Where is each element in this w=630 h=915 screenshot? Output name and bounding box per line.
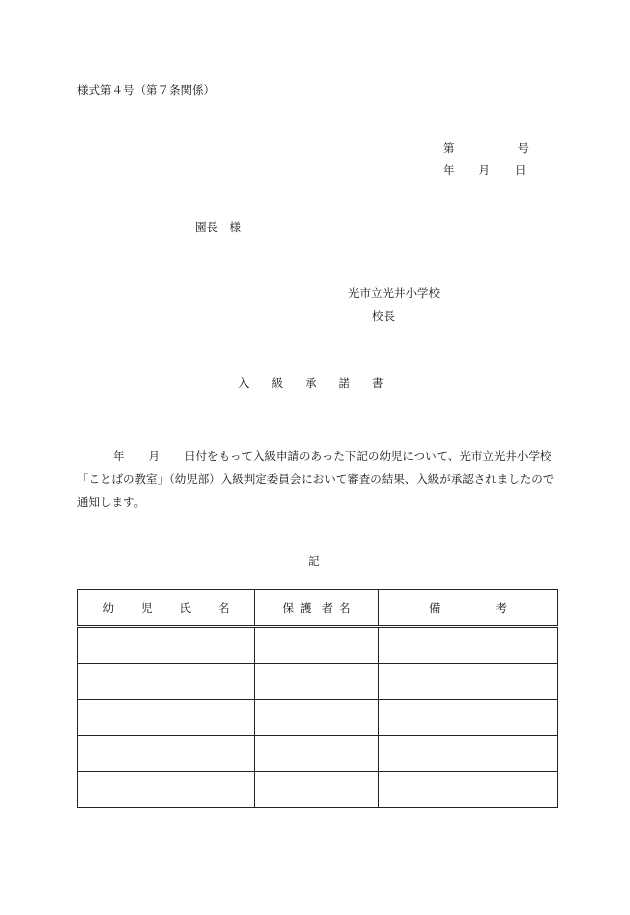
date-day: 日 bbox=[515, 163, 527, 177]
table-row bbox=[78, 664, 558, 700]
remarks-cell bbox=[379, 664, 558, 700]
header-guardian-name: 保 護 者 名 bbox=[255, 590, 379, 627]
header-remarks: 備 考 bbox=[379, 590, 558, 627]
guardian-name-cell bbox=[255, 772, 379, 808]
remarks-cell bbox=[379, 700, 558, 736]
table-row bbox=[78, 700, 558, 736]
document-title bbox=[238, 378, 406, 390]
doc-number-prefix: 第 bbox=[443, 141, 455, 155]
date-year: 年 bbox=[443, 163, 455, 177]
doc-number-suffix: 号 bbox=[517, 141, 529, 155]
body-year: 年 bbox=[113, 449, 125, 463]
sender-school: 光市立光井小学校 bbox=[348, 286, 440, 300]
date-month: 月 bbox=[478, 163, 490, 177]
child-name-cell bbox=[78, 627, 255, 664]
guardian-name-cell bbox=[255, 627, 379, 664]
document-number bbox=[443, 143, 529, 155]
table-row bbox=[78, 627, 558, 664]
table-row bbox=[78, 772, 558, 808]
sender-title: 校長 bbox=[372, 309, 395, 323]
title-char: 級 bbox=[271, 376, 283, 390]
guardian-name-cell bbox=[255, 700, 379, 736]
table-header-row bbox=[78, 590, 558, 627]
body-paragraph bbox=[77, 445, 555, 514]
children-table bbox=[77, 589, 558, 808]
title-char: 承 bbox=[305, 376, 317, 390]
table-row bbox=[78, 736, 558, 772]
date-line bbox=[443, 165, 527, 177]
recipient: 園長 様 bbox=[195, 220, 241, 234]
remarks-cell bbox=[379, 772, 558, 808]
child-name-cell bbox=[78, 664, 255, 700]
child-name-cell bbox=[78, 736, 255, 772]
form-number: 様式第４号（第７条関係） bbox=[77, 83, 215, 97]
child-name-cell bbox=[78, 772, 255, 808]
header-child-name: 幼 児 氏 名 bbox=[78, 590, 255, 627]
title-char: 入 bbox=[238, 376, 250, 390]
title-char: 書 bbox=[372, 376, 384, 390]
remarks-cell bbox=[379, 736, 558, 772]
ki-label: 記 bbox=[308, 554, 320, 568]
body-text: 日付をもって入級申請のあった下記の幼児について、光市立光井小学校「ことばの教室」（幼児部）入級判定委員会において審査の結果、入級が承認されましたので通知します。 bbox=[77, 449, 555, 509]
title-char: 諾 bbox=[338, 376, 350, 390]
remarks-cell bbox=[379, 627, 558, 664]
body-month: 月 bbox=[148, 449, 160, 463]
guardian-name-cell bbox=[255, 664, 379, 700]
child-name-cell bbox=[78, 700, 255, 736]
guardian-name-cell bbox=[255, 736, 379, 772]
